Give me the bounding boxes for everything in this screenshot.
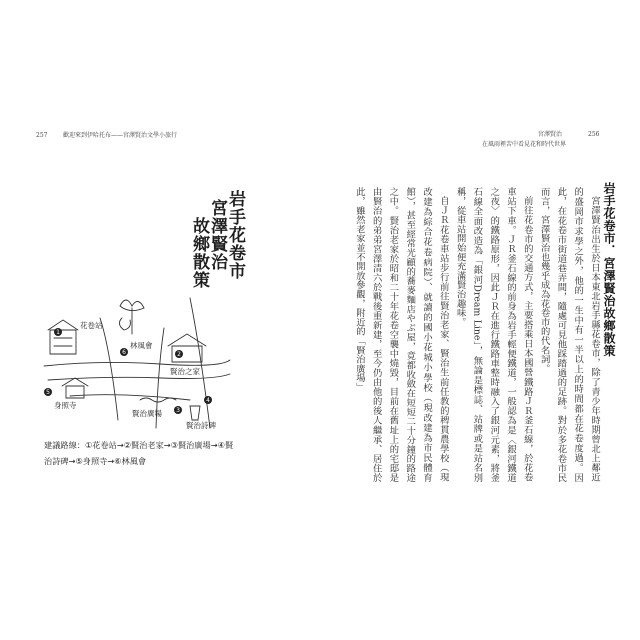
- map-marker-5-label: 5: [46, 389, 50, 396]
- title-column-2: 宮澤賢治: [207, 199, 227, 271]
- map-marker-1-label: 1: [56, 329, 60, 336]
- title-column-1: 岩手花卷市: [225, 190, 245, 280]
- walking-map: [40, 288, 234, 430]
- paragraph-1: 宮澤賢治出生於日本東北岩手縣花卷市，除了青少年時期曾北上鄰近的盛岡市求學之外，他的一生中有一半以上的時間都在花卷度過。因此，在花卷市街道巷弄間，隨處可見他踩踏過的足跡。對於多花卷市民而言，宮澤賢治也幾乎成為花卷市的代名詞。: [538, 187, 600, 482]
- map-label-station: 花卷站: [80, 321, 103, 330]
- route-line-1: 建議路線：①花卷站→②賢治老家→③賢治廣場→④賢: [44, 440, 234, 450]
- route-line-2: 治詩碑→⑤身照寺→⑥林風會: [44, 456, 147, 466]
- map-label-shinshoji: 身照寺: [54, 401, 77, 410]
- article-title: 岩手花卷市．宮澤賢治故鄉散策: [602, 182, 616, 357]
- left-page-number: 257: [36, 132, 48, 139]
- map-marker-3-label: 3: [176, 407, 180, 414]
- right-running-title-2: 在風雨裡苦中看見花和時代世界: [482, 141, 567, 148]
- paragraph-3: 自ＪＲ花卷車站步行前往賢治老家、賢治生前任教的稗貫農學校（現改建為綜合花卷病院）、就讀的國小花城小學校（現改建為市民體育館），甚至經常光顧的蕎麥麵店やぶ屋，竟都收斂在短短二十分鐘的路途之中。賢治老家於昭和二十年花卷空襲中燒毀，目前在舊址上的宅邸是由賢治的弟弟宮澤清六於戰後重新建，至今仍由他的後人繼承、居住於此，雖然老家並不開放參觀，附近的「賢治廣場」: [353, 187, 449, 482]
- map-label-square: 賢治廣場: [132, 409, 162, 418]
- map-label-monument: 賢治詩碑: [186, 421, 216, 430]
- map-marker-4-label: 4: [206, 397, 210, 404]
- map-marker-2-label: 2: [177, 351, 181, 358]
- map-label-rinpukai: 林風會: [130, 341, 153, 350]
- map-marker-6-label: 6: [122, 349, 126, 356]
- title-column-3: 故鄉散策: [189, 217, 209, 289]
- right-running-title-1: 宮澤賢治: [538, 131, 563, 138]
- left-running-title: 歡迎來到伊哈托布——宮澤賢治文學小旅行: [63, 132, 178, 139]
- suggested-route: [44, 437, 244, 469]
- map-label-house: 賢治之家: [170, 367, 200, 376]
- right-page-number: 256: [588, 131, 600, 138]
- paragraph-2: 前往花卷市的交通方式，主要搭乘日本國營鐵路ＪＲ釜石線，於花卷車站下車。ＪＲ釜石線的前身為岩手輕便鐵道，一般認為是〈銀河鐵道之夜〉的鐵路原形，因此ＪＲ在進行鐵路車整時融入了銀河元素，將釜石線全面改造為「銀河Dream Line」，無論是標誌、站牌或是站名別稱，從車站開始便充滿賢治趣味。: [454, 187, 533, 482]
- article-body: [353, 187, 602, 482]
